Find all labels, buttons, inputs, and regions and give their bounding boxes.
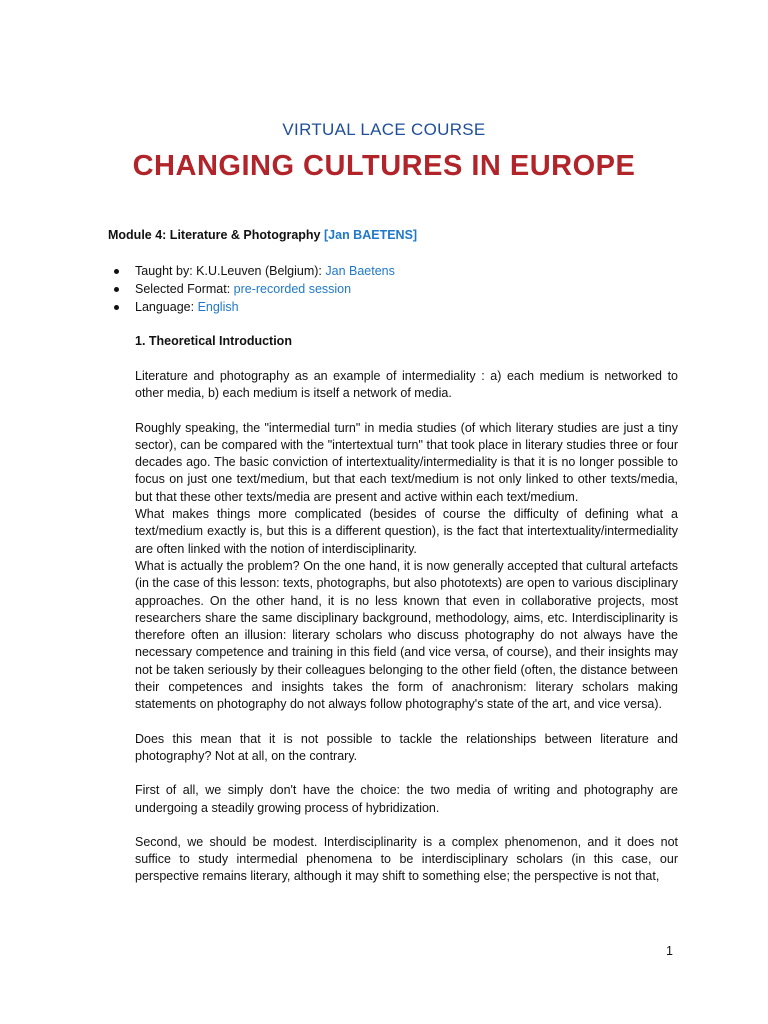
section-heading: 1. Theoretical Introduction [135, 334, 292, 348]
list-item [108, 298, 395, 316]
list-item [108, 262, 395, 280]
paragraph: Second, we should be modest. Interdisciplinarity is a complex phenomenon, and it does not suffice to study intermedial phenomena to be interdisciplinary scholars (in this case, our perspective remains literary, although it may shift to something else; the perspective is not that, [135, 834, 678, 884]
course-title: CHANGING CULTURES IN EUROPE [132, 150, 636, 182]
info-value: Jan Baetens [325, 264, 395, 278]
info-label: Language: [135, 300, 198, 314]
bullet-icon [114, 269, 119, 274]
paragraph: Does this mean that it is not possible to tackle the relationships between literature and photography? Not at all, on the contrary. [135, 731, 678, 763]
module-heading [108, 228, 417, 242]
paragraph: What makes things more complicated (besides of course the difficulty of defining what a text/medium exactly is, but this is a different question), is the fact that intertextuality/intermediality are often linked with the notion of interdisciplinarity. [135, 507, 678, 556]
bullet-icon [114, 287, 119, 292]
info-label: Selected Format: [135, 282, 234, 296]
page-number: 1 [666, 944, 673, 958]
paragraph: Literature and photography as an example of intermediality : a) each medium is networked to other media, b) each medium is itself a network of media. [135, 369, 678, 401]
list-item [108, 280, 395, 298]
course-subtitle: VIRTUAL LACE COURSE [282, 120, 486, 139]
paragraph: Roughly speaking, the "intermedial turn" in media studies (of which literary studies are just a tiny sector), can be compared with the "intertextual turn" that took place in literary studies three or four decades ago. The basic conviction of intertextuality/intermediality is that it is no longer possible to focus on just one text/medium, but that each text/medium is not only linked to other texts/media, but that these other texts/media are present and active within each text/medium. [135, 420, 678, 504]
course-info-list [108, 262, 395, 316]
paragraph: First of all, we simply don't have the choice: the two media of writing and photography are undergoing a steadily growing process of hybridization. [135, 783, 678, 815]
info-value: pre-recorded session [233, 282, 352, 296]
info-value: English [197, 300, 239, 314]
info-label: Taught by: K.U.Leuven (Belgium): [135, 264, 326, 278]
bullet-icon [114, 305, 119, 310]
paragraph: What is actually the problem? On the one hand, it is now generally accepted that cultural artefacts (in the case of this lesson: texts, photographs, but also phototexts) are open to various disciplinary approaches. On the other hand, it is no less known that even in collaborative projects, most researchers share the same disciplinary background, methodology, aims, etc. Interdisciplinarity is therefore often an illusion: literary scholars who discuss photography do not always have the necessary competence and training in this field (and vice versa, of course), and their insights may not be taken seriously by their colleagues belonging to the other field (often, the distance between their competences and insights takes the form of anachronism: literary scholars making statements on photography do not always follow photography's state of the art, and vice versa). [135, 558, 678, 712]
module-label: Module 4: Literature & Photography [108, 228, 324, 242]
body-text [135, 368, 678, 886]
module-author: [Jan BAETENS] [324, 228, 418, 242]
